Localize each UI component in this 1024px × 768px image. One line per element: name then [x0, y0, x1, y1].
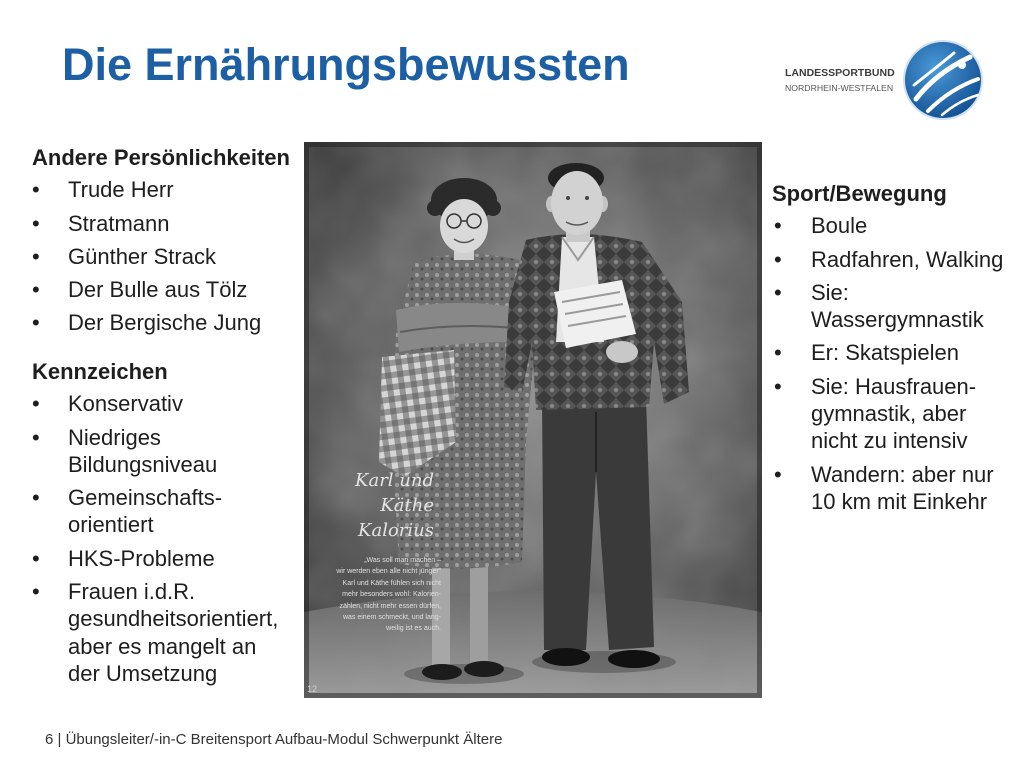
list-item: • Konservativ: [32, 390, 304, 417]
list-item: • Radfahren, Walking: [772, 246, 1022, 273]
photo-page-number: 12: [307, 684, 318, 694]
quote-line: weilig ist es auch.: [386, 625, 441, 633]
personalities-heading: Andere Persönlichkeiten: [32, 145, 290, 170]
slide-title: Die Ernährungsbewussten: [62, 39, 630, 90]
characteristics-heading: Kennzeichen: [32, 359, 168, 384]
sport-section: [772, 180, 1022, 515]
list-item: • Günther Strack: [32, 243, 304, 270]
quote-line: „Was soll man machen –: [364, 557, 441, 564]
quote-line: zählen, nicht mehr essen dürfen,: [339, 602, 441, 610]
list-item: • Gemeinschafts- orientiert: [32, 484, 304, 539]
slide-footer: 6 | Übungsleiter/-in-C Breitensport Aufbau-Modul Schwerpunkt Ältere: [45, 731, 503, 748]
floor-shadow: [404, 664, 524, 684]
logo-name-line1: LANDESSPORTBUND: [785, 67, 895, 79]
caption-line: Käthe: [380, 495, 434, 516]
landessportbund-emblem-icon: [902, 39, 984, 121]
list-item: • Der Bergische Jung: [32, 309, 304, 336]
list-item: • Niedriges Bildungsniveau: [32, 424, 304, 479]
quote-line: was einem schmeckt, und lang-: [342, 614, 441, 622]
list-item: • Der Bulle aus Tölz: [32, 276, 304, 303]
list-item: • Er: Skatspielen: [772, 339, 1022, 366]
quote-line: mehr besonders wohl: Kalorien-: [342, 591, 441, 599]
personalities-section: [32, 144, 304, 337]
logo-name-line2: NORDRHEIN-WESTFALEN: [785, 83, 894, 93]
list-item: • Stratmann: [32, 210, 304, 237]
couple-photo: [304, 142, 762, 698]
hand: [606, 341, 638, 363]
list-item: • Wandern: aber nur 10 km mit Einkehr: [772, 461, 1022, 516]
list-item: • Trude Herr: [32, 176, 304, 203]
handwritten-caption: [304, 468, 434, 543]
quote-line: wir werden eben alle nicht jünger“: [336, 568, 441, 576]
list-item: • HKS-Probleme: [32, 545, 304, 572]
list-item: • Frauen i.d.R. gesundheitsorientiert, aber es mangelt an der Umsetzung: [32, 578, 304, 687]
quote-line: Karl und Käthe fühlen sich nicht: [342, 579, 441, 587]
caption-line: Karl und: [355, 470, 434, 491]
caption-line: Kalorius: [358, 520, 434, 541]
sport-heading: Sport/Bewegung: [772, 181, 947, 206]
list-item: • Boule: [772, 212, 1022, 239]
characteristics-section: [32, 358, 304, 687]
photo-quote: [312, 555, 441, 635]
list-item: • Sie: Wassergymnastik: [772, 279, 1022, 334]
list-item: • Sie: Hausfrauen- gymnastik, aber nicht zu intensiv: [772, 373, 1022, 455]
